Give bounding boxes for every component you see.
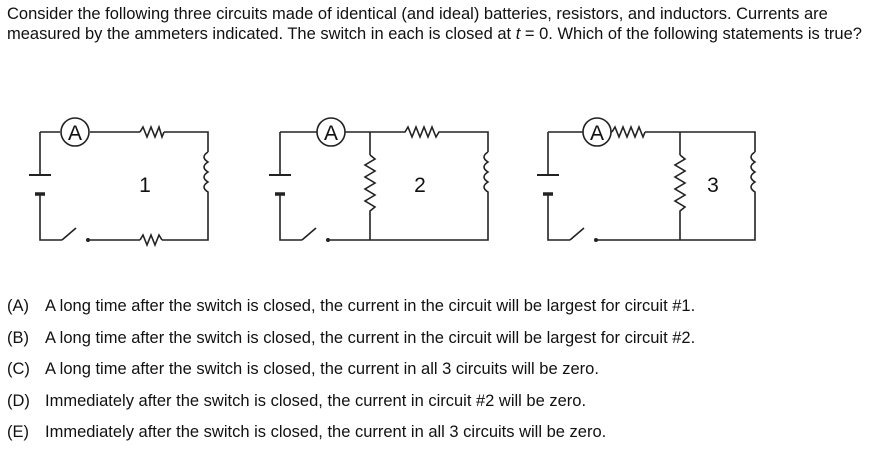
option-text: Immediately after the switch is closed, the current in all 3 circuits will be zero. [45,423,607,441]
circuit-3 [537,118,755,242]
option-letter: (D) [7,391,30,410]
ammeter-label: A [589,122,605,145]
resistor-icon [675,155,685,215]
switch-contact [594,238,598,242]
circuit-1-wires [40,132,208,240]
circuit-2-wires [280,127,488,240]
resistor-icon [612,127,645,137]
switch-contact [86,238,90,242]
battery-icon [537,175,559,194]
circuit-number: 1 [139,174,151,197]
battery-icon [269,175,291,194]
circuit-number: 3 [707,174,719,197]
time-variable: t [515,24,521,43]
option-text: A long time after the switch is closed, the current in the circuit will be largest for circuit #1. [45,297,696,315]
inductor-icon [204,152,208,195]
ammeter-icon [583,118,611,146]
resistor-icon [140,127,164,137]
ammeter-icon [61,118,89,146]
option-letter: (C) [7,360,30,378]
option-text: Immediately after the switch is closed, the current in circuit #2 will be zero. [45,391,587,410]
circuit-2 [269,118,488,242]
switch-contact [326,238,330,242]
circuit-number: 2 [414,174,426,197]
option-letter: (B) [7,328,29,347]
option-c[interactable] [7,359,695,391]
inductor-icon [484,152,488,195]
circuit-3-wires [548,132,755,240]
question-part-1: Consider the following three circuits made of identical (and ideal) batteries, resistors, and inductors. Currents are measured by the ammeters indicated. The switch in each is closed at [7,5,828,43]
ammeter-icon [317,118,345,146]
option-e[interactable] [7,422,695,454]
circuit-diagrams [0,100,885,260]
ammeter-label: A [323,122,339,145]
option-text: A long time after the switch is closed, the current in all 3 circuits will be zero. [45,360,599,378]
option-letter: (A) [7,297,29,315]
resistor-icon [140,235,162,245]
question-text [7,5,877,44]
question-part-2: = 0. Which of the following statements is true? [520,24,862,43]
circuit-1 [29,118,208,245]
option-d[interactable] [7,391,695,423]
resistor-icon [365,155,375,215]
option-letter: (E) [7,423,29,441]
ammeter-label: A [67,122,83,145]
battery-icon [29,175,51,194]
inductor-icon [751,152,755,195]
answer-options [7,296,695,454]
option-b[interactable] [7,328,695,360]
option-a[interactable] [7,296,695,328]
option-text: A long time after the switch is closed, the current in the circuit will be largest for circuit #2. [45,328,696,347]
